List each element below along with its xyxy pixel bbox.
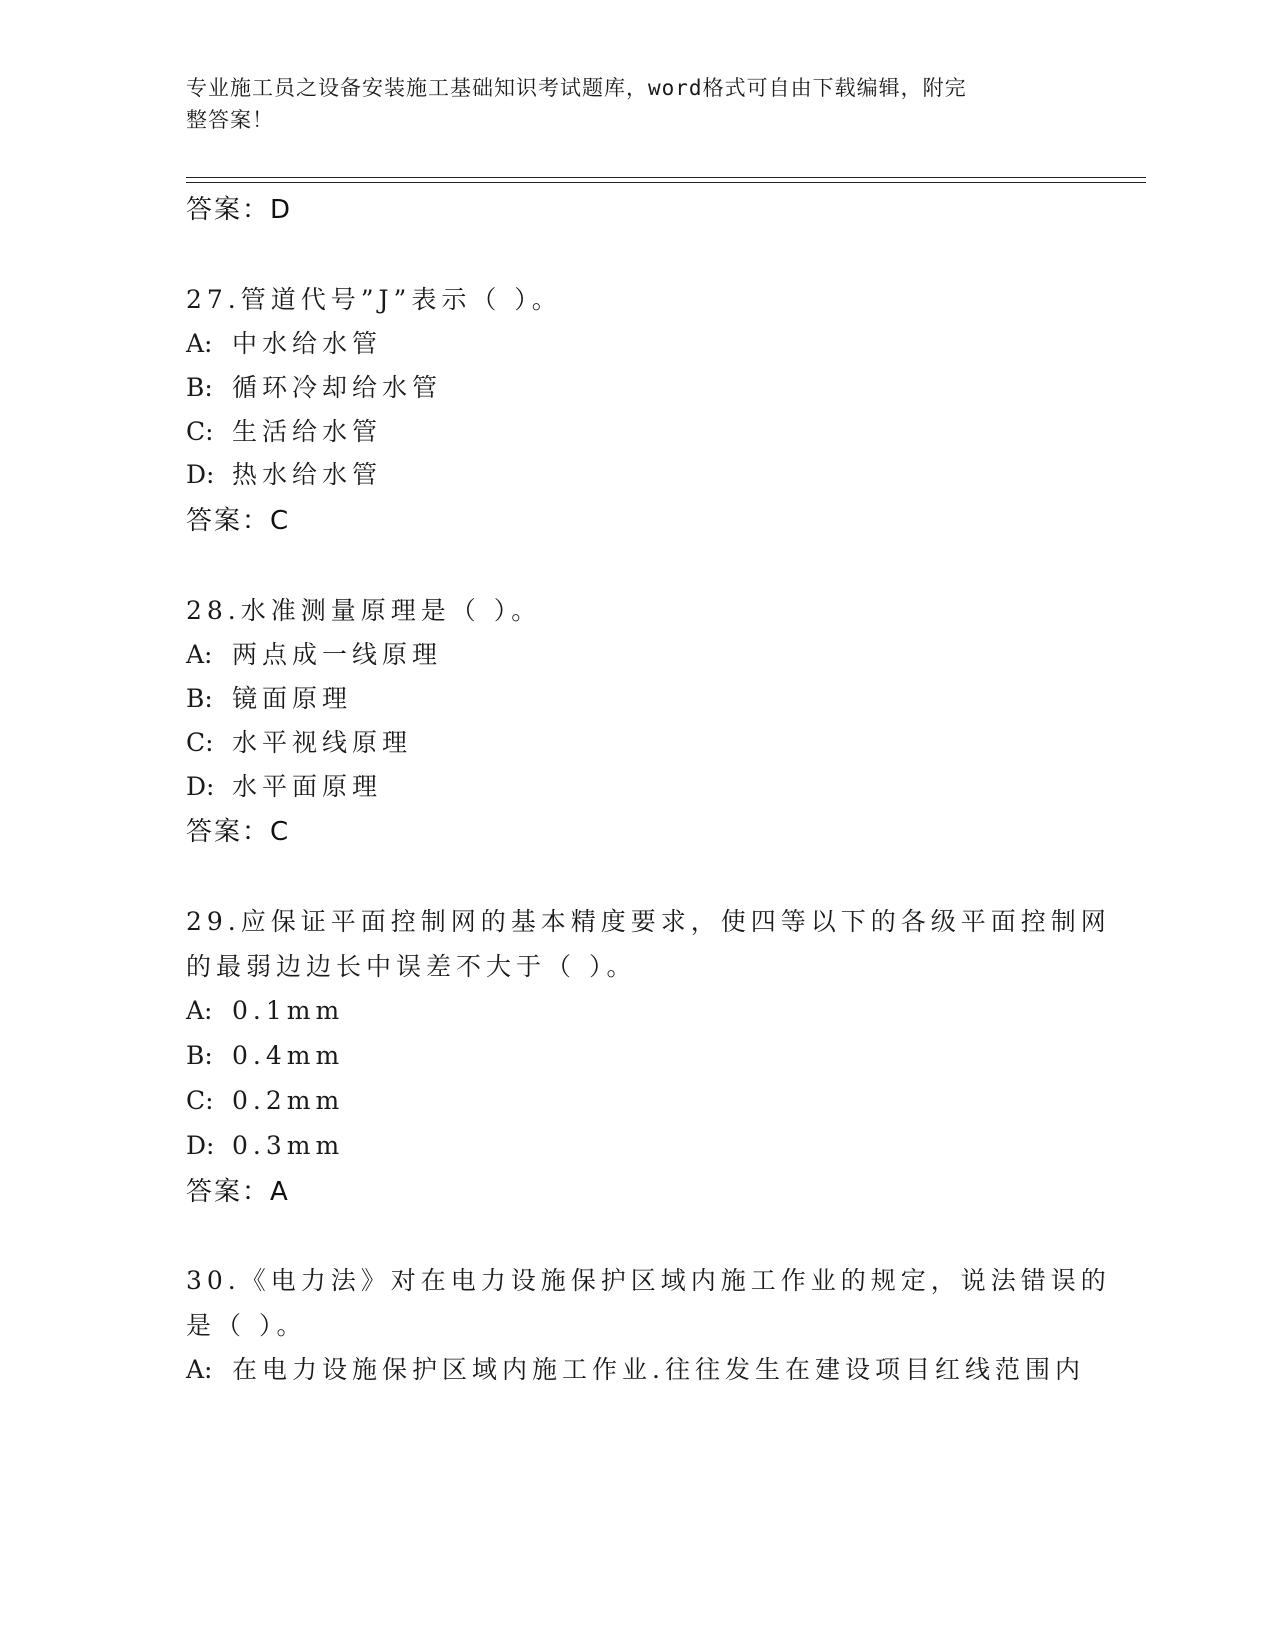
question-27-option-d xyxy=(186,458,382,492)
question-28-stem: 28.水准测量原理是（ ）。 xyxy=(186,596,542,625)
answer-28 xyxy=(186,815,289,849)
option-letter: D: xyxy=(186,460,215,489)
option-letter: B: xyxy=(186,684,213,713)
question-27-option-b xyxy=(186,371,442,405)
answer-value: C xyxy=(270,506,290,536)
option-text: 水平面原理 xyxy=(232,772,383,801)
header-line-1: 专业施工员之设备安装施工基础知识考试题库，word格式可自由下载编辑，附完 xyxy=(186,76,967,100)
question-28-option-d xyxy=(186,770,382,804)
option-text: 生活给水管 xyxy=(232,417,383,446)
option-text: 中水给水管 xyxy=(232,329,383,358)
question-30-option-a xyxy=(186,1353,1085,1387)
option-text: 镜面原理 xyxy=(232,684,353,713)
question-28-option-c xyxy=(186,726,412,760)
option-letter: B: xyxy=(186,373,213,402)
header-rule-bottom xyxy=(186,182,1146,183)
option-letter: A: xyxy=(186,996,213,1025)
option-letter: D: xyxy=(186,1131,215,1160)
option-text: 热水给水管 xyxy=(232,460,383,489)
option-letter: C: xyxy=(186,1086,214,1115)
question-29-option-b xyxy=(186,1039,344,1073)
option-text: 两点成一线原理 xyxy=(232,640,443,669)
option-text: 0.3mm xyxy=(232,1131,345,1160)
question-29-option-a xyxy=(186,994,344,1028)
option-letter: A: xyxy=(186,329,213,358)
answer-27 xyxy=(186,504,289,538)
option-letter: A: xyxy=(186,1355,213,1384)
option-letter: B: xyxy=(186,1041,213,1070)
option-letter: A: xyxy=(186,640,213,669)
option-text: 0.2mm xyxy=(232,1086,345,1115)
option-text: 水平视线原理 xyxy=(232,728,413,757)
answer-26 xyxy=(186,193,291,227)
header-rule-top xyxy=(186,177,1146,178)
question-27-stem: 27.管道代号”J”表示（ ）。 xyxy=(186,285,562,314)
answer-value: D xyxy=(270,195,292,225)
answer-label: 答案： xyxy=(186,195,271,225)
option-letter: C: xyxy=(186,417,214,446)
question-29-stem-line-2: 的最弱边边长中误差不大于（ ）。 xyxy=(186,952,637,981)
option-text: 0.1mm xyxy=(232,996,345,1025)
answer-label: 答案： xyxy=(186,1177,271,1207)
question-29-option-c xyxy=(186,1084,344,1118)
answer-29 xyxy=(186,1175,289,1209)
document-header xyxy=(186,72,1066,136)
question-29-stem-line-1: 29.应保证平面控制网的基本精度要求，使四等以下的各级平面控制网 xyxy=(186,907,1111,936)
question-30-stem-line-1: 30.《电力法》对在电力设施保护区域内施工作业的规定，说法错误的 xyxy=(186,1266,1111,1295)
header-line-2: 整答案！ xyxy=(186,108,274,132)
answer-label: 答案： xyxy=(186,817,271,847)
question-27-option-a xyxy=(186,327,382,361)
question-27-option-c xyxy=(186,415,382,449)
option-text: 在电力设施保护区域内施工作业.往往发生在建设项目红线范围内 xyxy=(232,1355,1085,1384)
question-30-stem-line-2: 是（ ）。 xyxy=(186,1311,307,1340)
answer-value: C xyxy=(270,817,290,847)
question-29-option-d xyxy=(186,1129,344,1163)
question-28-option-b xyxy=(186,682,352,716)
answer-value: A xyxy=(270,1177,289,1207)
option-letter: D: xyxy=(186,772,215,801)
answer-label: 答案： xyxy=(186,506,271,536)
question-28-option-a xyxy=(186,638,442,672)
option-letter: C: xyxy=(186,728,214,757)
option-text: 0.4mm xyxy=(232,1041,345,1070)
option-text: 循环冷却给水管 xyxy=(232,373,443,402)
